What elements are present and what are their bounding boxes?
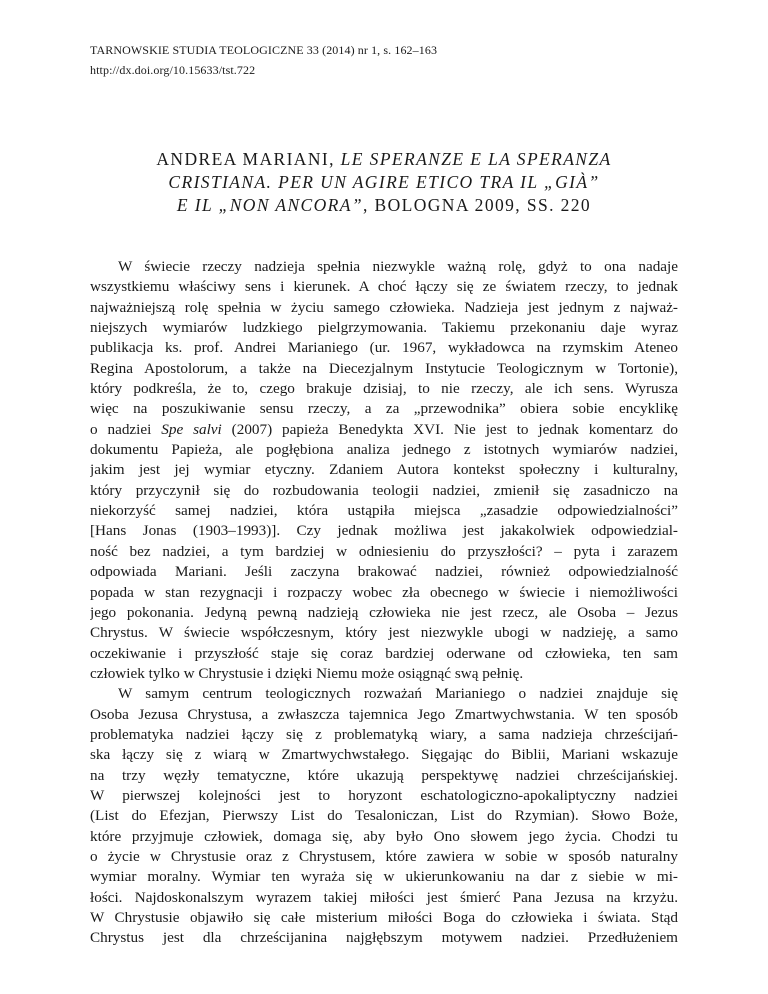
body-line: ska łączy się z wiarą w Zmartwychwstałego. Sięgając do Biblii, Mariani wskazuje: [90, 746, 678, 764]
body-line: [Hans Jonas (1903–1993)]. Czy jednak możliwa jest jakakolwiek odpowiedzial-: [90, 522, 678, 540]
running-head: [90, 40, 437, 80]
body-line: W samym centrum teologicznych rozważań Marianiego o nadziei znajduje się: [118, 685, 678, 703]
review-body: [90, 257, 678, 949]
body-line: dokumentu Papieża, ale pogłębiona analiza jednego z istotnych wymiarów nadziei,: [90, 441, 678, 459]
body-line: które przyjmuje człowiek, domaga się, aby było Ono słowem jego życia. Chodzi tu: [90, 827, 678, 845]
body-line: niejszych wymiarów ludzkiego pielgrzymowania. Takiemu przekonaniu daje wyraz: [90, 319, 678, 337]
body-line: jego pokonania. Jedyną pewną nadzieją człowieka nie jest rzecz, ale Osoba – Jezus: [90, 603, 678, 621]
body-line: (List do Efezjan, Pierwszy List do Tesaloniczan, List do Rzymian). Słowo Boże,: [90, 807, 678, 825]
body-line: który przyczynił się do rozbudowania teologii nadziei, zmienił się zasadniczo na: [90, 481, 678, 499]
body-line: o życie w Chrystusie oraz z Chrystusem, które zawiera w sobie w sposób naturalny: [90, 847, 678, 865]
body-line: jakim jest jej wymiar etyczny. Zdaniem Autora kontekst społeczny i kulturalny,: [90, 461, 678, 479]
body-line: W pierwszej kolejności jest to horyzont eschatologiczno-apokaliptyczny nadziei: [90, 786, 678, 804]
encyclical-title: Spe salvi: [161, 420, 222, 438]
doi-link[interactable]: http://dx.doi.org/10.15633/tst.722: [90, 63, 256, 77]
body-line: odpowiada Mariani. Jeśli zaczyna brakować nadziei, również odpowiedzialność: [90, 563, 678, 581]
body-line: najważniejszą rolę spełnia w życiu samego człowieka. Nadzieja jest jednym z najważ-: [90, 298, 678, 316]
body-text-run: o nadziei: [90, 420, 162, 438]
body-line: popada w stan rezygnacji i rozpaczy wobec zła obecnego w świecie i niemożliwości: [90, 583, 678, 601]
body-line: W Chrystusie objawiło się całe misterium miłości Boga do człowieka i świata. Stąd: [90, 909, 678, 926]
body-line: na trzy węzły tematyczne, które ukazują perspektywę nadziei chrześcijańskiej.: [90, 766, 678, 784]
body-line: W świecie rzeczy nadzieja spełnia niezwykle ważną rolę, gdyż to ona nadaje: [118, 258, 678, 275]
body-line: który podkreśla, że to, czego brakuje dzisiaj, to nie rzeczy, ale ich sens. Wyrusza: [90, 380, 678, 398]
body-line: człowiek tylko w Chrystusie i dzięki Niemu może osiągnąć swą pełnię.: [90, 664, 524, 682]
author-name: ANDREA MARIANI,: [156, 149, 341, 169]
body-line: problematyka nadziei łączy się z problematyką wiary, a sama nadzieja chrześcijań-: [90, 725, 678, 743]
body-line: Osoba Jezusa Chrystusa, a zwłaszcza tajemnica Jego Zmartwychwstania. W ten sposób: [90, 705, 678, 723]
body-line: niekorzyść samej nadziei, która ustąpiła miejsca „zasadzie odpowiedzialności”: [90, 502, 678, 520]
review-title: [90, 148, 678, 217]
journal-citation: TARNOWSKIE STUDIA TEOLOGICZNE 33 (2014) nr 1, s. 162–163: [90, 43, 438, 57]
body-line: wymiar moralny. Wymiar ten wyraża się w ukierunkowaniu na dar z siebie w mi-: [90, 868, 678, 886]
body-line: oczekiwanie i przyszłość staje się coraz bardziej oderwane od człowieka, ten sam: [90, 644, 678, 662]
title-line-2: CRISTIANA. PER UN AGIRE ETICO TRA IL „GIÀ”: [168, 172, 600, 192]
book-title-part-3: E IL „NON ANCORA”: [176, 195, 363, 215]
body-line: publikacja ks. prof. Andrei Marianiego (ur. 1967, wykładowca na rzymskim Ateneo: [90, 339, 678, 357]
book-title-part-1: LE SPERANZE E LA SPERANZA: [340, 149, 612, 169]
body-line: Chrystus jest dla chrześcijanina najgłębszym motywem nadziei. Przedłużeniem: [90, 929, 678, 947]
publication-details: , BOLOGNA 2009, SS. 220: [362, 195, 592, 215]
body-line: [90, 420, 678, 440]
title-line-3: [90, 194, 678, 217]
body-line: ność bez nadziei, a tym bardziej w odniesieniu do przyszłości? – pyta i zarazem: [90, 542, 678, 560]
body-line: Regina Apostolorum, a także na Diecezjalnym Instytucie Teologicznym w Tortonie),: [90, 359, 678, 377]
body-line: więc na poszukiwanie sensu rzeczy, a za „przewodnika” obiera sobie encyklikę: [90, 400, 678, 418]
title-line-1: [90, 148, 678, 171]
body-line: Chrystus. W świecie współczesnym, który jest niezwykle ubogi w nadzieję, a samo: [90, 624, 678, 642]
body-line: wszystkiemu właściwy sens i kierunek. A choć łączy się ze światem rzeczy, to jednak: [90, 278, 678, 296]
body-text-run: (2007) papieża Benedykta XVI. Nie jest to jednak komentarz do: [221, 420, 678, 438]
body-line: łości. Najdoskonalszym wyrazem takiej miłości jest śmierć Pana Jezusa na krzyżu.: [90, 888, 678, 906]
